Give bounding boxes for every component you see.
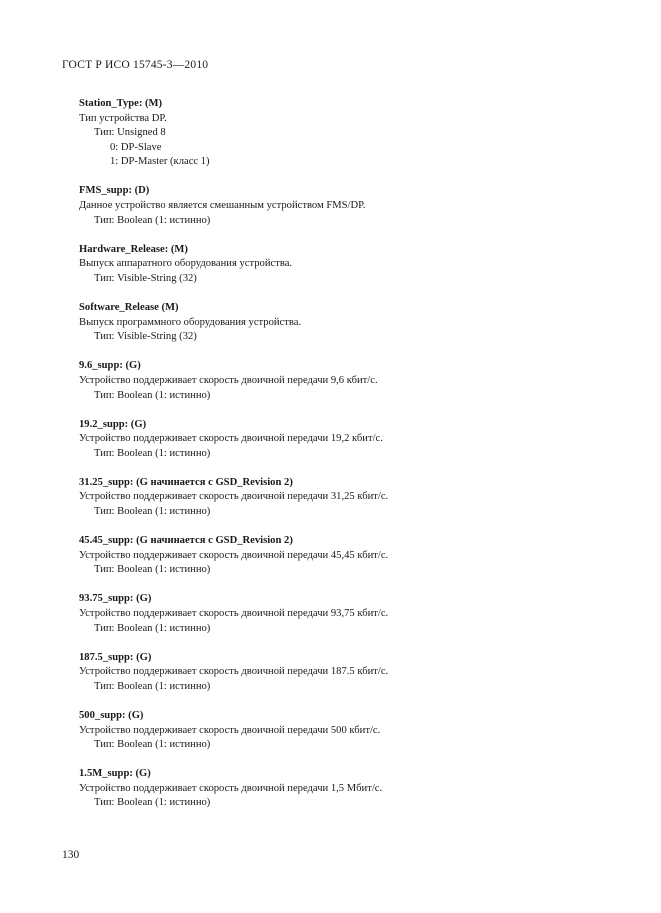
document-body — [79, 97, 619, 826]
entry-title: Station_Type: (M) — [79, 98, 163, 109]
entry-type: Тип: Boolean (1: истинно) — [94, 506, 211, 518]
entry-500-supp — [79, 709, 619, 753]
entry-hardware-release — [79, 243, 619, 287]
entry-description: Устройство поддерживает скорость двоичной передачи 500 кбит/с. — [79, 724, 381, 736]
entry-type: Тип: Visible-String (32) — [94, 331, 197, 343]
page-number: 130 — [62, 849, 80, 861]
entry-title: Hardware_Release: (M) — [79, 243, 188, 255]
entry-description: Выпуск аппаратного оборудования устройства. — [79, 258, 293, 270]
entry-description: Устройство поддерживает скорость двоичной передачи 19,2 кбит/с. — [79, 433, 383, 445]
entry-title: 45.45_supp: (G начинается с GSD_Revision 2) — [79, 535, 293, 547]
entry-title: 187.5_supp: (G) — [79, 651, 152, 663]
entry-description: Данное устройство является смешанным устройством FMS/DP. — [79, 200, 366, 212]
entry-9-6-supp — [79, 359, 619, 403]
entry-station-type — [79, 97, 619, 170]
entry-title: Software_Release (M) — [79, 302, 179, 314]
entry-1-5m-supp — [79, 767, 619, 811]
entry-title: 9.6_supp: (G) — [79, 360, 141, 372]
entry-description: Устройство поддерживает скорость двоичной передачи 93,75 кбит/с. — [79, 608, 389, 620]
entry-type: Тип: Boolean (1: истинно) — [94, 564, 211, 576]
entry-description: Устройство поддерживает скорость двоичной передачи 187.5 кбит/с. — [79, 666, 389, 678]
entry-title: 31.25_supp: (G начинается с GSD_Revision 2) — [79, 476, 293, 488]
entry-187-5-supp — [79, 651, 619, 695]
entry-title: 19.2_supp: (G) — [79, 418, 147, 430]
entry-title: 1.5M_supp: (G) — [79, 768, 151, 780]
entry-type: Тип: Boolean (1: истинно) — [94, 389, 211, 401]
entry-description: Устройство поддерживает скорость двоичной передачи 1,5 Мбит/с. — [79, 782, 383, 794]
entry-type: Тип: Boolean (1: истинно) — [94, 739, 211, 751]
entry-type: Тип: Boolean (1: истинно) — [94, 622, 211, 634]
entry-type: Тип: Boolean (1: истинно) — [94, 214, 211, 226]
document-header: ГОСТ Р ИСО 15745-3—2010 — [62, 59, 209, 71]
entry-93-75-supp — [79, 592, 619, 636]
entry-title: 93.75_supp: (G) — [79, 593, 152, 605]
entry-type: Тип: Unsigned 8 — [94, 127, 166, 139]
entry-19-2-supp — [79, 418, 619, 462]
entry-title: 500_supp: (G) — [79, 710, 144, 721]
entry-value: 0: DP-Slave — [110, 141, 162, 153]
entry-description: Устройство поддерживает скорость двоичной передачи 31,25 кбит/с. — [79, 491, 389, 503]
entry-software-release — [79, 301, 619, 345]
entry-fms-supp — [79, 184, 619, 228]
entry-description: Выпуск программного оборудования устройства. — [79, 316, 302, 328]
entry-type: Тип: Boolean (1: истинно) — [94, 447, 211, 459]
entry-value: 1: DP-Master (класс 1) — [110, 156, 210, 168]
entry-description: Тип устройства DP. — [79, 112, 167, 124]
entry-type: Тип: Visible-String (32) — [94, 272, 197, 284]
entry-description: Устройство поддерживает скорость двоичной передачи 45,45 кбит/с. — [79, 549, 389, 561]
entry-31-25-supp — [79, 476, 619, 520]
entry-description: Устройство поддерживает скорость двоичной передачи 9,6 кбит/с. — [79, 374, 378, 386]
entry-title: FMS_supp: (D) — [79, 185, 150, 197]
entry-type: Тип: Boolean (1: истинно) — [94, 797, 211, 809]
entry-45-45-supp — [79, 534, 619, 578]
entry-type: Тип: Boolean (1: истинно) — [94, 680, 211, 692]
